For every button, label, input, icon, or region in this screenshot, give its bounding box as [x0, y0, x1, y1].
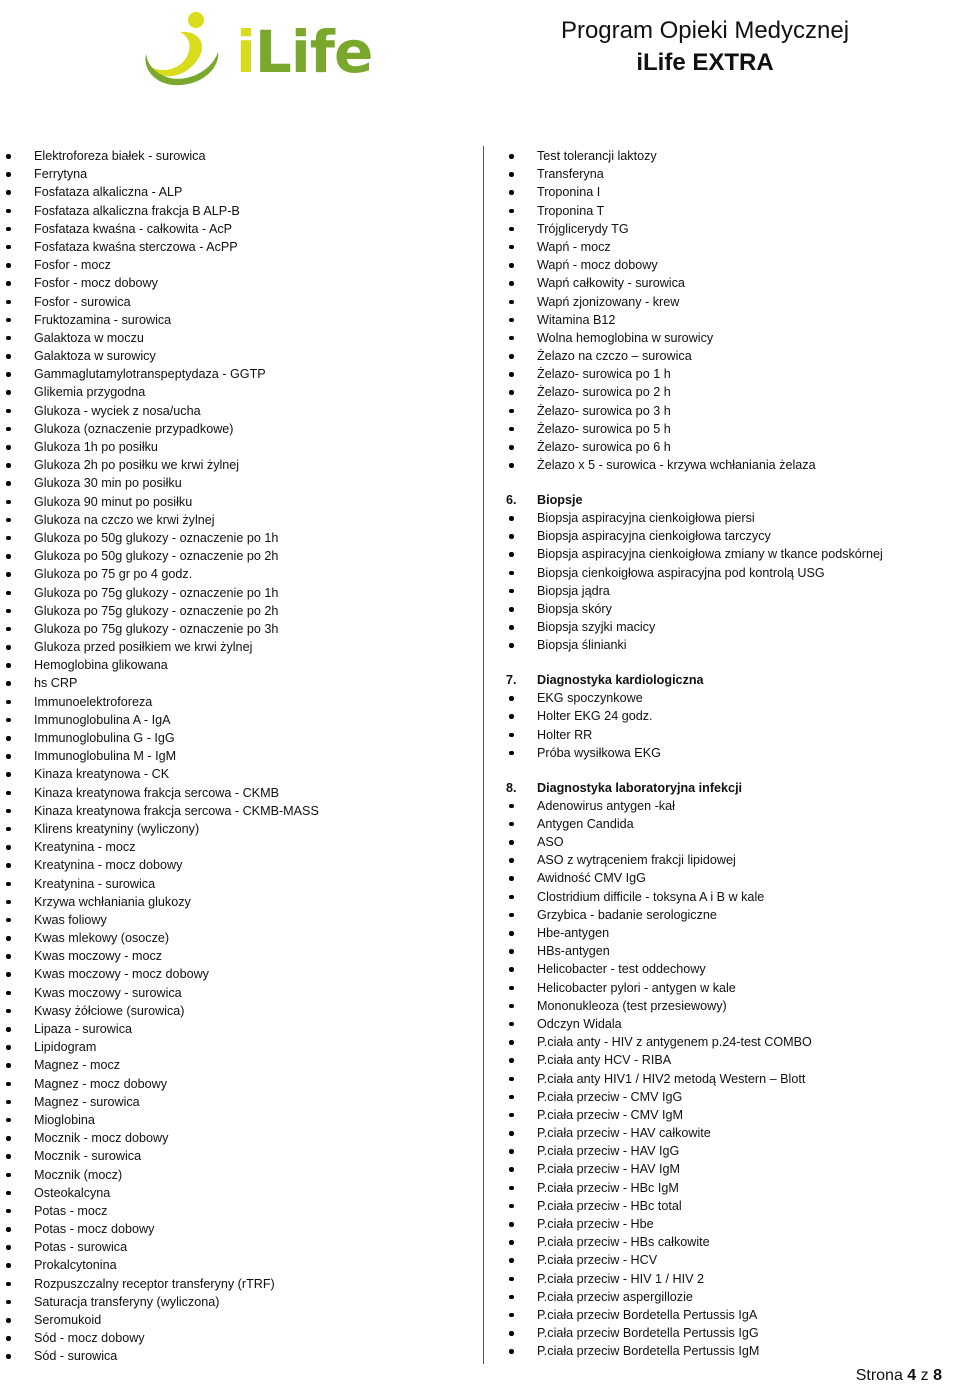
list-item: P.ciała przeciw - CMV IgM: [537, 1106, 952, 1124]
list-item: P.ciała przeciw - HCV: [537, 1251, 952, 1269]
list-item: Kreatynina - mocz dobowy: [34, 856, 474, 874]
list-item: Elektroforeza białek - surowica: [34, 147, 474, 165]
list-item: Kinaza kreatynowa frakcja sercowa - CKMB-MASS: [34, 802, 474, 820]
page-total: 8: [933, 1367, 942, 1384]
list-item: Rozpuszczalny receptor transferyny (rTRF): [34, 1275, 474, 1293]
list-item: Fosfataza kwaśna - całkowita - AcP: [34, 220, 474, 238]
list-item: Klirens kreatyniny (wyliczony): [34, 820, 474, 838]
list-item: Hbe-antygen: [537, 924, 952, 942]
section-heading: [506, 779, 952, 797]
list-item: Biopsja aspiracyjna cienkoigłowa zmiany w tkance podskórnej: [537, 545, 952, 563]
right-test-list: [506, 147, 952, 1361]
list-item: Fosfor - mocz dobowy: [34, 274, 474, 292]
list-item: Test tolerancji laktozy: [537, 147, 952, 165]
list-item: Fosfor - surowica: [34, 293, 474, 311]
list-item: Holter RR: [537, 726, 952, 744]
list-item: EKG spoczynkowe: [537, 689, 952, 707]
list-item: Fruktozamina - surowica: [34, 311, 474, 329]
list-item: Glukoza po 75g glukozy - oznaczenie po 1h: [34, 584, 474, 602]
list-item: Żelazo- surowica po 1 h: [537, 365, 952, 383]
column-divider: [483, 146, 484, 1364]
list-item: Biopsja skóry: [537, 600, 952, 618]
list-item: Wapń całkowity - surowica: [537, 274, 952, 292]
list-item: Magnez - mocz: [34, 1056, 474, 1074]
list-item: P.ciała przeciw Bordetella Pertussis IgG: [537, 1324, 952, 1342]
list-item: Żelazo- surowica po 2 h: [537, 383, 952, 401]
list-item: Potas - mocz dobowy: [34, 1220, 474, 1238]
section-heading: [506, 671, 952, 689]
list-item: P.ciała przeciw - Hbe: [537, 1215, 952, 1233]
list-item: Glukoza po 75g glukozy - oznaczenie po 3h: [34, 620, 474, 638]
list-item: Immunoglobulina A - IgA: [34, 711, 474, 729]
list-item: Gammaglutamylotranspeptydaza - GGTP: [34, 365, 474, 383]
list-item: Saturacja transferyny (wyliczona): [34, 1293, 474, 1311]
section-title: Diagnostyka kardiologiczna: [537, 673, 704, 688]
list-item: P.ciała anty HIV1 / HIV2 metodą Western – Blott: [537, 1070, 952, 1088]
list-item: P.ciała przeciw Bordetella Pertussis IgM: [537, 1342, 952, 1360]
list-item: Wapń zjonizowany - krew: [537, 293, 952, 311]
list-item: Biopsja cienkoigłowa aspiracyjna pod kontrolą USG: [537, 564, 952, 582]
section-spacer: [537, 762, 952, 779]
section-number: 7.: [506, 673, 517, 688]
page-number-sep: z: [916, 1367, 934, 1384]
list-item: Mocznik - surowica: [34, 1147, 474, 1165]
list-item: Odczyn Widala: [537, 1015, 952, 1033]
list-item: Seromukoid: [34, 1311, 474, 1329]
list-item: Immunoglobulina M - IgM: [34, 747, 474, 765]
list-item: Żelazo x 5 - surowica - krzywa wchłaniania żelaza: [537, 456, 952, 474]
list-item: Sód - surowica: [34, 1347, 474, 1365]
list-item: P.ciała przeciw - HAV całkowite: [537, 1124, 952, 1142]
list-item: P.ciała przeciw - HAV IgG: [537, 1142, 952, 1160]
section-spacer: [537, 474, 952, 491]
list-item: Kwas moczowy - surowica: [34, 984, 474, 1002]
list-item: Glukoza po 75 gr po 4 godz.: [34, 565, 474, 583]
list-item: Glikemia przygodna: [34, 383, 474, 401]
list-item: Mioglobina: [34, 1111, 474, 1129]
list-item: Immunoglobulina G - IgG: [34, 729, 474, 747]
list-item: Żelazo- surowica po 3 h: [537, 402, 952, 420]
program-variant: iLife EXTRA: [636, 49, 774, 76]
list-item: Ferrytyna: [34, 165, 474, 183]
list-item: Potas - mocz: [34, 1202, 474, 1220]
section-title: Diagnostyka laboratoryjna infekcji: [537, 780, 743, 795]
list-item: Biopsja aspiracyjna cienkoigłowa piersi: [537, 509, 952, 527]
list-item: Żelazo- surowica po 5 h: [537, 420, 952, 438]
list-item: Grzybica - badanie serologiczne: [537, 906, 952, 924]
list-item: hs CRP: [34, 674, 474, 692]
list-item: Helicobacter - test oddechowy: [537, 960, 952, 978]
list-item: Awidność CMV IgG: [537, 869, 952, 887]
list-item: Lipaza - surowica: [34, 1020, 474, 1038]
list-item: HBs-antygen: [537, 942, 952, 960]
section-number: 6.: [506, 492, 517, 507]
list-item: Fosfataza kwaśna sterczowa - AcPP: [34, 238, 474, 256]
section-spacer: [537, 655, 952, 672]
list-item: Kreatynina - mocz: [34, 838, 474, 856]
list-item: Glukoza przed posiłkiem we krwi żylnej: [34, 638, 474, 656]
list-item: Troponina I: [537, 183, 952, 201]
list-item: ASO z wytrąceniem frakcji lipidowej: [537, 851, 952, 869]
list-item: Trójglicerydy TG: [537, 220, 952, 238]
list-item: Biopsja aspiracyjna cienkoigłowa tarczycy: [537, 527, 952, 545]
page-number-prefix: Strona: [855, 1367, 908, 1384]
list-item: Prokalcytonina: [34, 1256, 474, 1274]
list-item: Wapń - mocz: [537, 238, 952, 256]
list-item: P.ciała anty - HIV z antygenem p.24-test COMBO: [537, 1033, 952, 1051]
list-item: Wapń - mocz dobowy: [537, 256, 952, 274]
list-item: P.ciała przeciw - HIV 1 / HIV 2: [537, 1270, 952, 1288]
list-item: Glukoza 1h po posiłku: [34, 438, 474, 456]
list-item: Kwas foliowy: [34, 911, 474, 929]
list-item: Glukoza 2h po posiłku we krwi żylnej: [34, 456, 474, 474]
section-number: 8.: [506, 780, 517, 795]
list-item: Sód - mocz dobowy: [34, 1329, 474, 1347]
list-item: Glukoza po 50g glukozy - oznaczenie po 2h: [34, 547, 474, 565]
list-item: Osteokalcyna: [34, 1184, 474, 1202]
list-item: Kwas moczowy - mocz dobowy: [34, 965, 474, 983]
list-item: Biopsja ślinianki: [537, 636, 952, 654]
list-item: Glukoza po 50g glukozy - oznaczenie po 1h: [34, 529, 474, 547]
list-item: Helicobacter pylori - antygen w kale: [537, 979, 952, 997]
program-title: Program Opieki Medycznej: [560, 17, 850, 44]
page-current: 4: [907, 1367, 917, 1384]
list-item: Biopsja szyjki macicy: [537, 618, 952, 636]
list-item: Kinaza kreatynowa frakcja sercowa - CKMB: [34, 784, 474, 802]
list-item: Glukoza po 75g glukozy - oznaczenie po 2h: [34, 602, 474, 620]
list-item: Biopsja jądra: [537, 582, 952, 600]
list-item: Hemoglobina glikowana: [34, 656, 474, 674]
list-item: Magnez - mocz dobowy: [34, 1075, 474, 1093]
list-item: Wolna hemoglobina w surowicy: [537, 329, 952, 347]
list-item: P.ciała anty HCV - RIBA: [537, 1051, 952, 1069]
list-item: ASO: [537, 833, 952, 851]
list-item: Glukoza (oznaczenie przypadkowe): [34, 420, 474, 438]
list-item: Antygen Candida: [537, 815, 952, 833]
list-item: P.ciała przeciw - HBs całkowite: [537, 1233, 952, 1251]
list-item: Glukoza na czczo we krwi żylnej: [34, 511, 474, 529]
list-item: P.ciała przeciw - HBc total: [537, 1197, 952, 1215]
list-item: Kwasy żółciowe (surowica): [34, 1002, 474, 1020]
list-item: Mononukleoza (test przesiewowy): [537, 997, 952, 1015]
list-item: Kreatynina - surowica: [34, 875, 474, 893]
list-item: Galaktoza w surowicy: [34, 347, 474, 365]
list-item: Potas - surowica: [34, 1238, 474, 1256]
left-test-list: [34, 147, 474, 1366]
list-item: Żelazo- surowica po 6 h: [537, 438, 952, 456]
list-item: Żelazo na czczo – surowica: [537, 347, 952, 365]
section-title: Biopsje: [537, 492, 583, 507]
list-item: Kwas moczowy - mocz: [34, 947, 474, 965]
list-item: Krzywa wchłaniania glukozy: [34, 893, 474, 911]
list-item: Clostridium difficile - toksyna A i B w kale: [537, 888, 952, 906]
list-item: Lipidogram: [34, 1038, 474, 1056]
list-item: Mocznik - mocz dobowy: [34, 1129, 474, 1147]
list-item: Transferyna: [537, 165, 952, 183]
list-item: Mocznik (mocz): [34, 1166, 474, 1184]
list-item: Magnez - surowica: [34, 1093, 474, 1111]
list-item: P.ciała przeciw - HBc IgM: [537, 1179, 952, 1197]
list-item: P.ciała przeciw - CMV IgG: [537, 1088, 952, 1106]
list-item: P.ciała przeciw Bordetella Pertussis IgA: [537, 1306, 952, 1324]
section-heading: [506, 491, 952, 509]
page-number: [856, 1366, 942, 1386]
list-item: Fosfataza alkaliczna frakcja B ALP-B: [34, 202, 474, 220]
list-item: Fosfor - mocz: [34, 256, 474, 274]
list-item: Kwas mlekowy (osocze): [34, 929, 474, 947]
list-item: Kinaza kreatynowa - CK: [34, 765, 474, 783]
list-item: Galaktoza w moczu: [34, 329, 474, 347]
list-item: Witamina B12: [537, 311, 952, 329]
list-item: Glukoza 90 minut po posiłku: [34, 493, 474, 511]
logo-text: iLife: [236, 18, 373, 86]
list-item: Holter EKG 24 godz.: [537, 707, 952, 725]
list-item: Fosfataza alkaliczna - ALP: [34, 183, 474, 201]
list-item: Glukoza 30 min po posiłku: [34, 474, 474, 492]
list-item: Próba wysiłkowa EKG: [537, 744, 952, 762]
list-item: Troponina T: [537, 202, 952, 220]
list-item: P.ciała przeciw aspergillozie: [537, 1288, 952, 1306]
list-item: Glukoza - wyciek z nosa/ucha: [34, 402, 474, 420]
list-item: Adenowirus antygen -kał: [537, 797, 952, 815]
document-header: [560, 16, 850, 80]
list-item: Immunoelektroforeza: [34, 693, 474, 711]
list-item: P.ciała przeciw - HAV IgM: [537, 1160, 952, 1178]
